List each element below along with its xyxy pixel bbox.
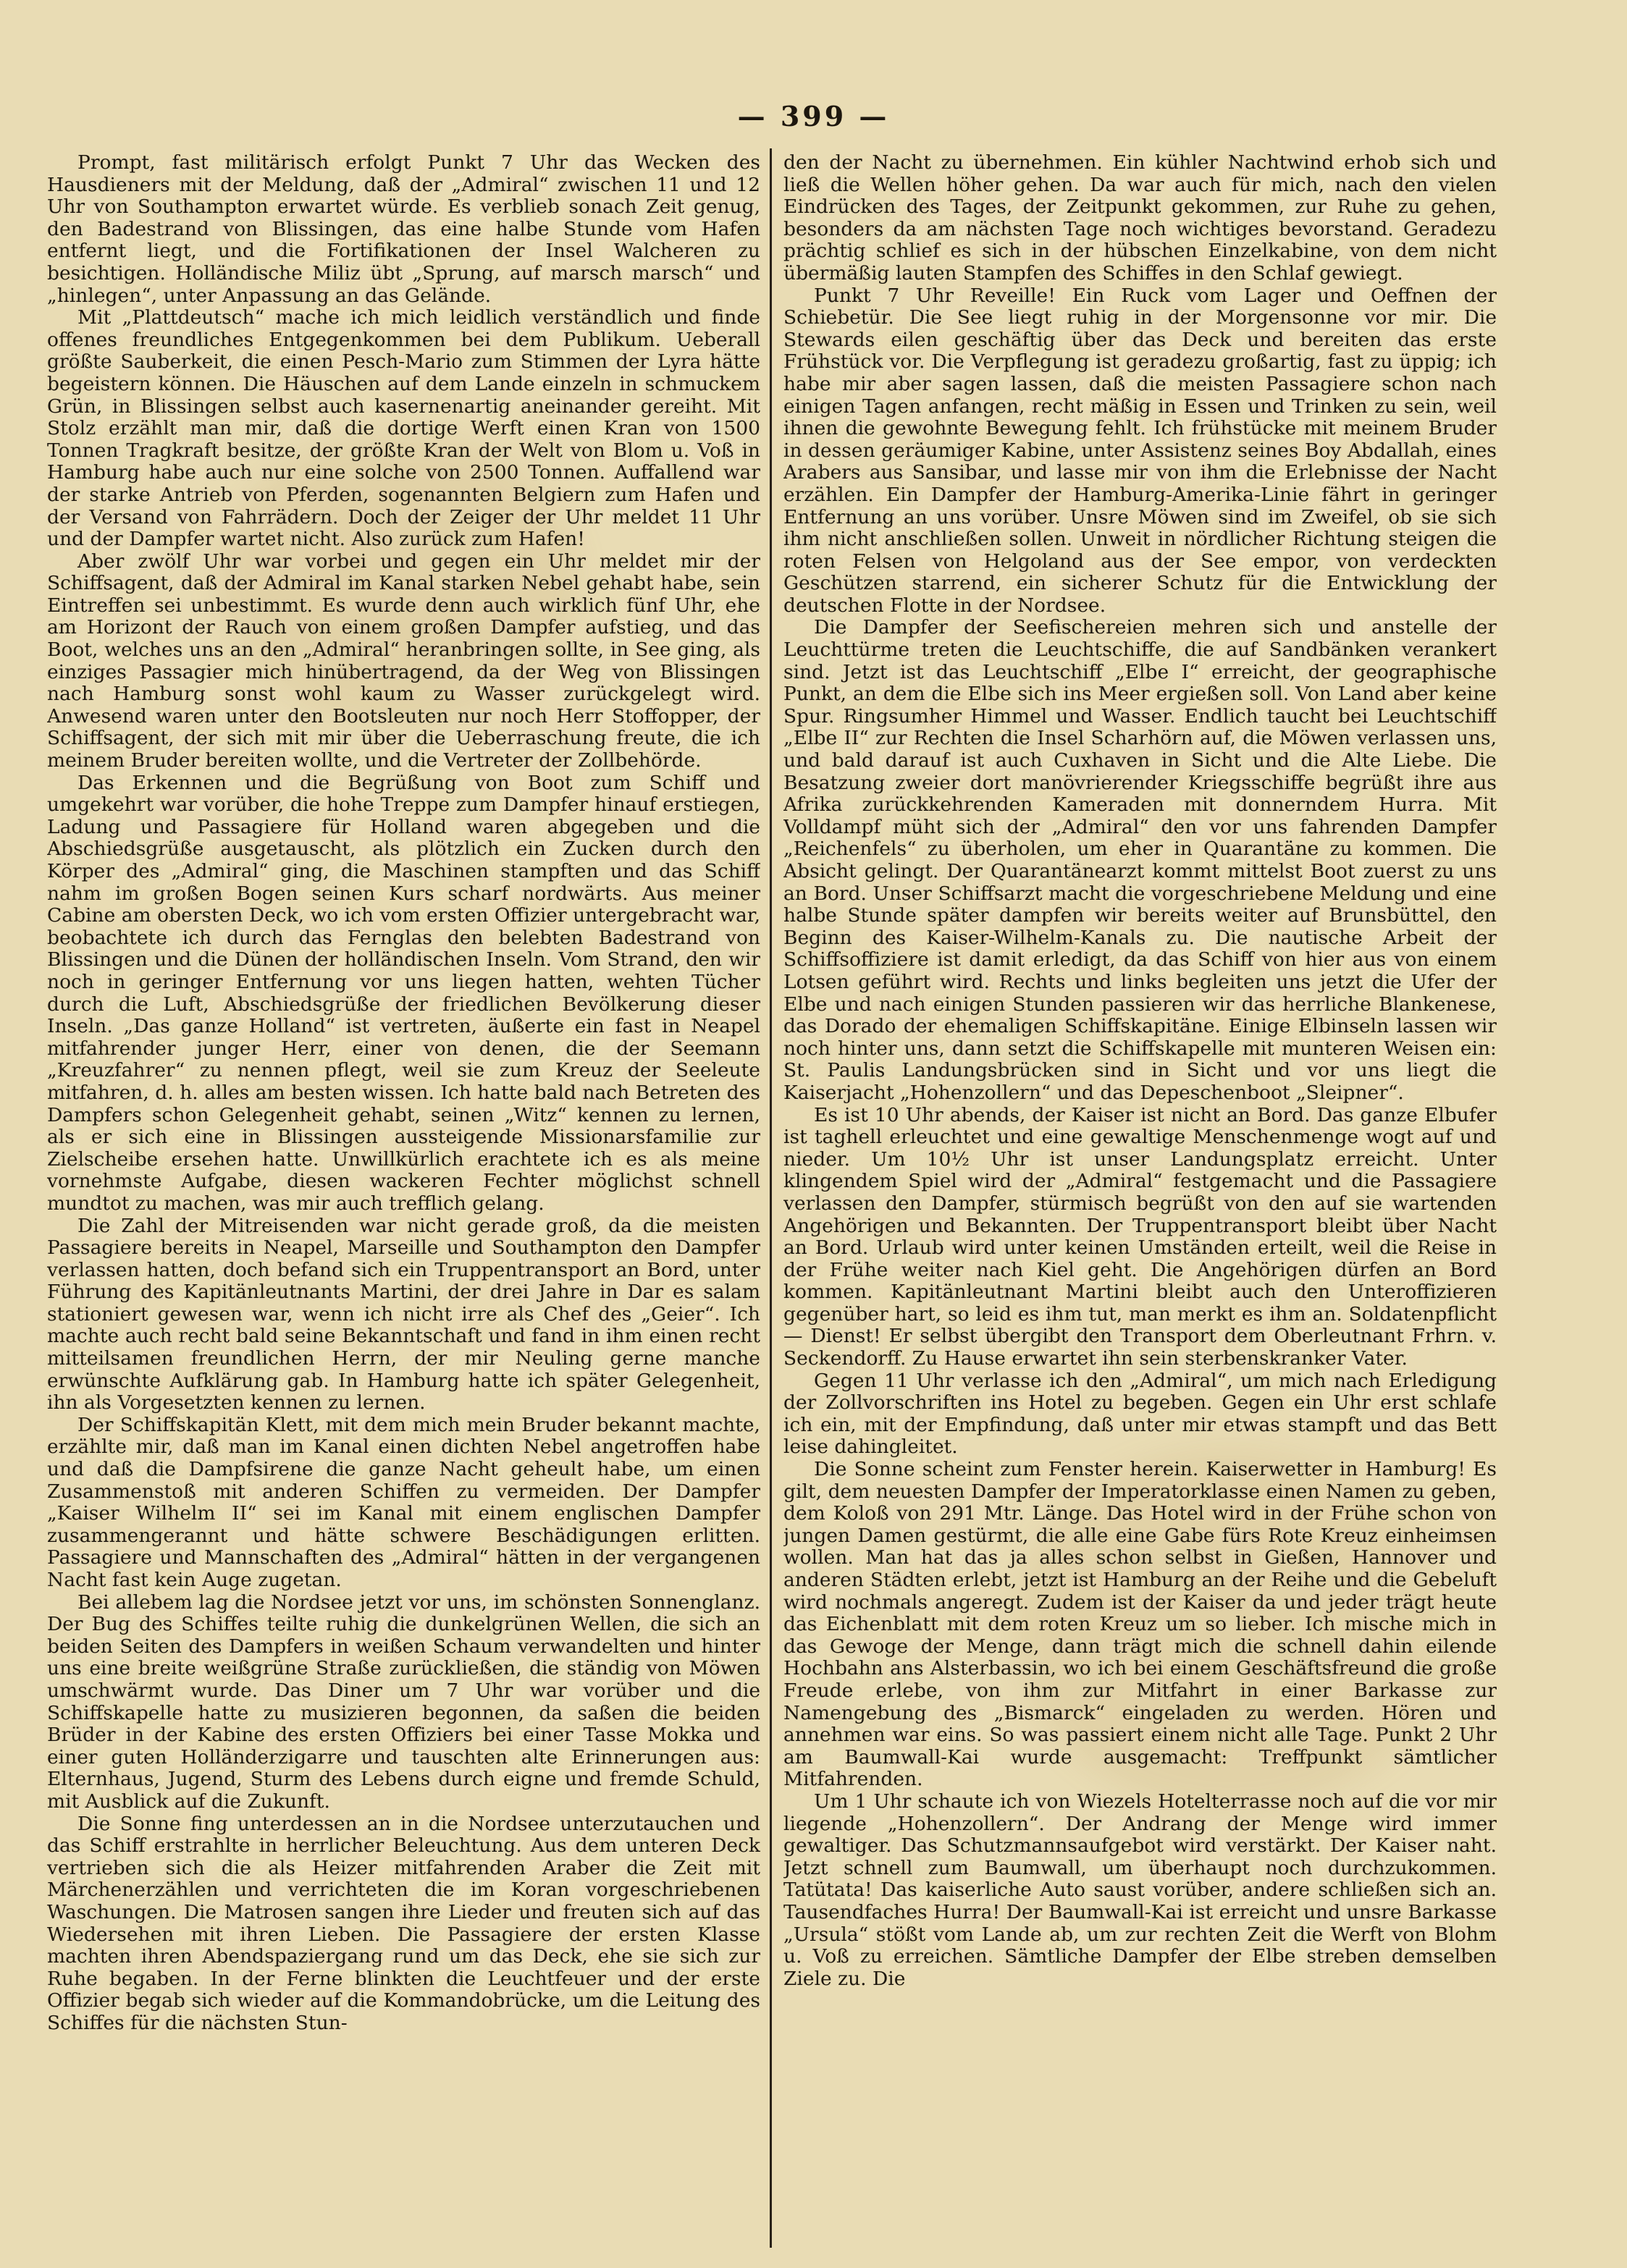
paragraph: Die Dampfer der Seefischereien mehren sich und anstelle der Leuchttürme treten die Leuchtschiffe, die auf Sandbänken verankert sind. Jetzt ist das Leuchtschiff „Elbe I“ erreicht, der geographische Punkt, an dem die Elbe sich ins Meer ergießen soll. Von Land aber keine Spur. Ringsumher Himmel und Wasser. Endlich taucht bei Leuchtschiff „Elbe II“ zur Rechten die Insel Scharhörn auf, die Möwen verlassen uns, und bald darauf ist auch Cuxhaven in Sicht und die Alte Liebe. Die Besatzung zweier dort manövrierender Kriegsschiffe begrüßt ihre aus Afrika zurückkehrenden Kameraden mit donnerndem Hurra. Mit Volldampf müht sich der „Admiral“ den vor uns fahrenden Dampfer „Reichenfels“ zu überholen, um eher in Quarantäne zu kommen. Die Absicht gelingt. Der Quarantänearzt kommt mittelst Boot zuerst zu uns an Bord. Unser Schiffsarzt macht die vorgeschriebene Meldung und eine halbe Stunde später dampfen wir bereits weiter auf Brunsbüttel, den Beginn des Kaiser-Wilhelm-Kanals zu. Die nautische Arbeit der Schiffsoffiziere ist damit erledigt, da das Schiff von hier aus von einem Lotsen geführt wird. Rechts und links begleiten uns jetzt die Ufer der Elbe und nach einigen Stunden passieren wir das herrliche Blankenese, das Dorado der ehemaligen Schiffskapitäne. Einige Elbinseln lassen wir noch hinter uns, dann setzt die Schiffskapelle mit munteren Weisen ein: St. Paulis Landungsbrücken sind in Sicht und vor uns liegt die Kaiserjacht „Hohenzollern“ und das Depeschenboot „Sleipner“. xyxy=(783,616,1497,1104)
paragraph: Bei allebem lag die Nordsee jetzt vor uns, im schönsten Sonnenglanz. Der Bug des Schiffes teilte ruhig die dunkelgrünen Wellen, die sich an beiden Seiten des Dampfers in weißen Schaum verwandelten und hinter uns eine breite weißgrüne Straße zurückließen, die ständig von Möwen umschwärmt wurde. Das Diner um 7 Uhr war vorüber und die Schiffskapelle hatte zu musizieren begonnen, da saßen die beiden Brüder in der Kabine des ersten Offiziers bei einer Tasse Mokka und einer guten Holländerzigarre und tauschten alte Erinnerungen aus: Elternhaus, Jugend, Sturm des Lebens durch eigne und fremde Schuld, mit Ausblick auf die Zukunft. xyxy=(47,1590,760,1813)
column-divider xyxy=(770,148,772,2248)
paragraph: Der Schiffskapitän Klett, mit dem mich mein Bruder bekannt machte, erzählte mir, daß man im Kanal einen dichten Nebel angetroffen habe und daß die Dampfsirene die ganze Nacht geheult habe, um einen Zusammenstoß mit anderen Schiffen zu vermeiden. Der Dampfer „Kaiser Wilhelm II“ sei im Kanal mit einem englischen Dampfer zusammengerannt und hätte schwere Beschädigungen erlitten. Passagiere und Mannschaften des „Admiral“ hätten in der vergangenen Nacht fast kein Auge zugetan. xyxy=(47,1413,760,1591)
paragraph: Aber zwölf Uhr war vorbei und gegen ein Uhr meldet mir der Schiffsagent, daß der Admiral im Kanal starken Nebel gehabt habe, sein Eintreffen sei unbestimmt. Es wurde denn auch wirklich fünf Uhr, ehe am Horizont der Rauch von einem großen Dampfer aufstieg, und das Boot, welches uns an den „Admiral“ heranbringen sollte, in See ging, als einziges Passagier mich hinübertragend, da der Weg von Blissingen nach Hamburg sonst wohl kaum zu Wasser zurückgelegt wird. Anwesend waren unter den Bootsleuten nur noch Herr Stoffopper, der Schiffsagent, der sich mit mir über die Ueberraschung freute, die ich meinem Bruder bereiten wollte, und die Vertreter der Zollbehörde. xyxy=(47,549,760,772)
paragraph: Es ist 10 Uhr abends, der Kaiser ist nicht an Bord. Das ganze Elbufer ist taghell erleuchtet und eine gewaltige Menschenmenge wogt auf und nieder. Um 10½ Uhr ist unser Landungsplatz erreicht. Unter klingendem Spiel wird der „Admiral“ festgemacht und die Passagiere verlassen den Dampfer, stürmisch begrüßt von den auf sie wartenden Angehörigen und Bekannten. Der Truppentransport bleibt über Nacht an Bord. Urlaub wird unter keinen Umständen erteilt, weil die Reise in der Frühe weiter nach Kiel geht. Die Angehörigen dürfen an Bord kommen. Kapitänleutnant Martini bleibt auch den Unteroffizieren gegenüber hart, so leid es ihm tut, man merkt es ihm an. Soldatenpflicht — Dienst! Er selbst übergibt den Transport dem Oberleutnant Frhrn. v. Seckendorff. Zu Hause erwartet ihn sein sterbenskranker Vater. xyxy=(783,1103,1497,1370)
page-number: — 399 — xyxy=(737,100,890,132)
paragraph: Die Sonne fing unterdessen an in die Nordsee unterzutauchen und das Schiff erstrahlte in herrlicher Beleuchtung. Aus dem unteren Deck vertrieben sich die als Heizer mitfahrenden Araber die Zeit mit Märchenerzählen und verrichteten die im Koran vorgeschriebenen Waschungen. Die Matrosen sangen ihre Lieder und freuten sich auf das Wiedersehen mit ihren Lieben. Die Passagiere der ersten Klasse machten ihren Abendspaziergang rund um das Deck, ehe sie sich zur Ruhe begaben. In der Ferne blinkten die Leuchtfeuer und der erste Offizier begab sich wieder auf die Kommandobrücke, um die Leitung des Schiffes für die nächsten Stun- xyxy=(47,1812,760,2034)
left-column xyxy=(47,152,760,2244)
paragraph: Punkt 7 Uhr Reveille! Ein Ruck vom Lager und Oeffnen der Schiebetür. Die See liegt ruhig in der Morgensonne vor mir. Die Stewards eilen geschäftig über das Deck und bereiten das erste Frühstück vor. Die Verpflegung ist geradezu großartig, fast zu üppig; ich habe mir aber sagen lassen, daß die meisten Passagiere schon nach einigen Tagen anfangen, recht mäßig in Essen und Trinken zu sein, weil ihnen die gewohnte Bewegung fehlt. Ich frühstücke mit meinem Bruder in dessen geräumiger Kabine, unter Assistenz seines Boy Abdallah, eines Arabers aus Sansibar, und lasse mir von ihm die Erlebnisse der Nacht erzählen. Ein Dampfer der Hamburg-Amerika-Linie fährt in geringer Entfernung an uns vorüber. Unsre Möwen sind im Zweifel, ob sie sich ihm nicht anschließen sollen. Unweit in nördlicher Richtung steigen die roten Felsen von Helgoland aus der See empor, von verdeckten Geschützen starrend, ein sicherer Schutz für die Entwicklung der deutschen Flotte in der Nordsee. xyxy=(783,284,1497,617)
paragraph: Um 1 Uhr schaute ich von Wiezels Hotelterrasse noch auf die vor mir liegende „Hohenzollern“. Der Andrang der Menge wird immer gewaltiger. Das Schutzmannsaufgebot wird verstärkt. Der Kaiser naht. Jetzt schnell zum Baumwall, um überhaupt noch durchzukommen. Tatütata! Das kaiserliche Auto saust vorüber, andere schließen sich an. Tausendfaches Hurra! Der Baumwall-Kai ist erreicht und unsre Barkasse „Ursula“ stößt vom Lande ab, um zur rechten Zeit die Werft von Blohm u. Voß zu erreichen. Sämtliche Dampfer der Elbe streben demselben Ziele zu. Die xyxy=(783,1789,1497,1990)
paragraph: den der Nacht zu übernehmen. Ein kühler Nachtwind erhob sich und ließ die Wellen höher gehen. Da war auch für mich, nach den vielen Eindrücken des Tages, der Zeitpunkt gekommen, zur Ruhe zu gehen, besonders da am nächsten Tage noch wichtiges bevorstand. Geradezu prächtig schlief es sich in der hübschen Einzelkabine, von dem nicht übermäßig lauten Stampfen des Schiffes in den Schlaf gewiegt. xyxy=(783,152,1497,284)
paragraph: Die Sonne scheint zum Fenster herein. Kaiserwetter in Hamburg! Es gilt, dem neuesten Dampfer der Imperatorklasse einen Namen zu geben, dem Koloß von 291 Mtr. Länge. Das Hotel wird in der Frühe schon von jungen Damen gestürmt, die alle eine Gabe fürs Rote Kreuz einheimsen wollen. Man hat das ja alles schon selbst in Gießen, Hannover und anderen Städten erlebt, jetzt ist Hamburg an der Reihe und die Gebeluft wird nochmals angeregt. Zudem ist der Kaiser da und jeder trägt heute das Eichenblatt mit dem roten Kreuz um so lieber. Ich mische mich in das Gewoge der Menge, dann trägt mich die schnell dahin eilende Hochbahn ans Alsterbassin, wo ich bei einem Geschäftsfreund die große Freude erlebe, von ihm zur Mitfahrt in einer Barkasse zur Namengebung des „Bismarck“ eingeladen zu werden. Hören und annehmen war eins. So was passiert einem nicht alle Tage. Punkt 2 Uhr am Baumwall-Kai wurde ausgemacht: Treffpunkt sämtlicher Mitfahrenden. xyxy=(783,1458,1497,1791)
paragraph: Das Erkennen und die Begrüßung von Boot zum Schiff und umgekehrt war vorüber, die hohe Treppe zum Dampfer hinauf erstiegen, Ladung und Passagiere für Holland waren abgegeben und die Abschiedsgrüße ausgetauscht, als plötzlich ein Zucken durch den Körper des „Admiral“ ging, die Maschinen stampften und das Schiff nahm im großen Bogen seinen Kurs scharf nordwärts. Aus meiner Cabine am obersten Deck, wo ich vom ersten Offizier untergebracht war, beobachtete ich durch das Fernglas den belebten Badestrand von Blissingen und die Dünen der holländischen Inseln. Vom Strand, den wir noch in geringer Entfernung vor uns liegen hatten, wehten Tücher durch die Luft, Abschiedsgrüße der friedlichen Bevölkerung dieser Inseln. „Das ganze Holland“ ist vertreten, äußerte ein fast in Neapel mitfahrender junger Herr, einer von denen, die der Seemann „Kreuzfahrer“ zu nennen pflegt, weil sie zum Kreuz der Seeleute mitfahren, d. h. alles am besten wissen. Ich hatte bald nach Betreten des Dampfers schon Gelegenheit gehabt, seinen „Witz“ kennen zu lernen, als er sich eine in Blissingen aussteigende Missionarsfamilie zur Zielscheibe ersehen hatte. Unwillkürlich erachtete ich es als meine vornehmste Aufgabe, diesen wackeren Fechter möglichst schnell mundtot zu machen, was mir auch trefflich gelang. xyxy=(47,771,760,1215)
paragraph: Prompt, fast militärisch erfolgt Punkt 7 Uhr das Wecken des Hausdieners mit der Meldung, daß der „Admiral“ zwischen 11 und 12 Uhr von Southampton erwartet würde. Es verblieb sonach Zeit genug, den Badestrand von Blissingen, das eine halbe Stunde vom Hafen entfernt liegt, und die Fortifikationen der Insel Walcheren zu besichtigen. Holländische Miliz übt „Sprung, auf marsch marsch“ und „hinlegen“, unter Anpassung an das Gelände. xyxy=(47,152,760,307)
paragraph: Mit „Plattdeutsch“ mache ich mich leidlich verständlich und finde offenes freundliches Entgegenkommen bei dem Publikum. Ueberall größte Sauberkeit, die einen Pesch-Mario zum Stimmen der Lyra hätte begeistern können. Die Häuschen auf dem Lande einzeln in schmuckem Grün, in Blissingen selbst auch kasernenartig aneinander gereiht. Mit Stolz erzählt man mir, daß die dortige Werft einen Kran von 1500 Tonnen Tragkraft besitze, der größte Kran der Welt von Blom u. Voß in Hamburg habe auch nur eine solche von 2500 Tonnen. Auffallend war der starke Antrieb von Pferden, sogenannten Belgiern zum Hafen und der Versand von Fahrrädern. Doch der Zeiger der Uhr meldet 11 Uhr und der Dampfer wartet nicht. Also zurück zum Hafen! xyxy=(47,306,760,551)
paragraph: Gegen 11 Uhr verlasse ich den „Admiral“, um mich nach Erledigung der Zollvorschriften ins Hotel zu begeben. Gegen ein Uhr erst schlafe ich ein, mit der Empfindung, daß unter mir etwas stampft und das Bett leise dahingleitet. xyxy=(783,1369,1497,1459)
paragraph: Die Zahl der Mitreisenden war nicht gerade groß, da die meisten Passagiere bereits in Neapel, Marseille und Southampton den Dampfer verlassen hatten, doch befand sich ein Truppentransport an Bord, unter Führung des Kapitänleutnants Martini, der drei Jahre in Dar es salam stationiert gewesen war, wenn ich nicht irre als Chef des „Geier“. Ich machte auch recht bald seine Bekanntschaft und fand in ihm einen recht mitteilsamen freundlichen Herrn, der mir Neuling gerne manche erwünschte Aufklärung gab. In Hamburg hatte ich später Gelegenheit, ihn als Vorgesetzten kennen zu lernen. xyxy=(47,1214,760,1415)
right-column xyxy=(783,152,1497,2244)
